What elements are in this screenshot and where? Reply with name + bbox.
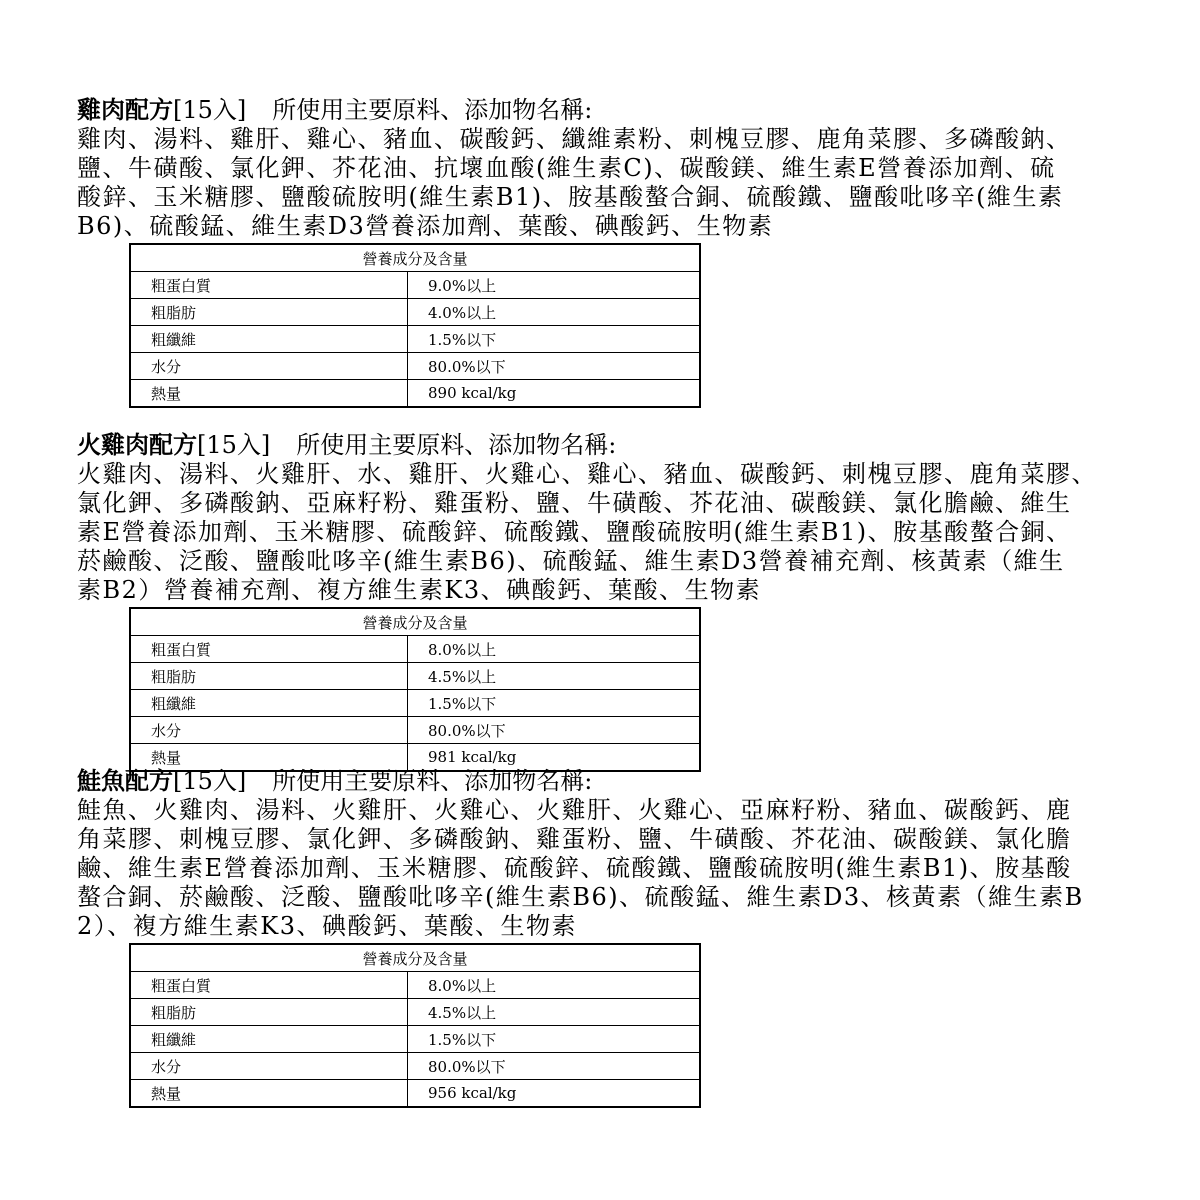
ingredients-line: 素E營養添加劑、玉米糖膠、硫酸鋅、硫酸鐵、鹽酸硫胺明(維生素B1)、胺基酸螯合銅、 (77, 518, 1072, 546)
recipe-section (77, 766, 1127, 1108)
recipe-name: 火雞肉配方 (77, 430, 197, 459)
nutrient-value: 80.0%以下 (408, 1053, 701, 1080)
ingredients-label: 所使用主要原料、添加物名稱: (272, 96, 593, 124)
recipe-heading (77, 766, 1127, 796)
nutrient-name: 熱量 (130, 380, 408, 408)
recipe-section (77, 430, 1127, 772)
ingredients-text (77, 460, 1127, 605)
recipe-name: 鮭魚配方 (77, 766, 173, 795)
nutrition-row (130, 1080, 700, 1108)
nutrition-row (130, 326, 700, 353)
nutrient-name: 粗蛋白質 (130, 972, 408, 999)
ingredients-line: 2）、複方維生素K3、碘酸鈣、葉酸、生物素 (77, 912, 577, 940)
ingredients-line: 氯化鉀、多磷酸鈉、亞麻籽粉、雞蛋粉、鹽、牛磺酸、芥花油、碳酸鎂、氯化膽鹼、維生 (77, 489, 1072, 517)
nutrition-row (130, 380, 700, 408)
nutrition-row (130, 690, 700, 717)
nutrient-name: 熱量 (130, 744, 408, 772)
ingredients-line: 螯合銅、菸鹼酸、泛酸、鹽酸吡哆辛(維生素B6)、硫酸錳、維生素D3、核黃素（維生素B (77, 883, 1084, 911)
nutrient-name: 粗蛋白質 (130, 636, 408, 663)
ingredients-line: 鮭魚、火雞肉、湯料、火雞肝、火雞心、火雞肝、火雞心、亞麻籽粉、豬血、碳酸鈣、鹿 (77, 796, 1072, 824)
nutrition-row (130, 353, 700, 380)
nutrient-value: 4.5%以上 (408, 999, 701, 1026)
nutrient-value: 1.5%以下 (408, 1026, 701, 1053)
nutrition-table-header: 營養成分及含量 (130, 944, 700, 972)
ingredients-line: 菸鹼酸、泛酸、鹽酸吡哆辛(維生素B6)、硫酸錳、維生素D3營養補充劑、核黃素（維生 (77, 547, 1065, 575)
nutrition-table-header-row (130, 944, 700, 972)
ingredients-line: 角菜膠、刺槐豆膠、氯化鉀、多磷酸鈉、雞蛋粉、鹽、牛磺酸、芥花油、碳酸鎂、氯化膽 (77, 825, 1072, 853)
recipe-count: [15入] (173, 96, 247, 124)
nutrient-value: 4.5%以上 (408, 663, 701, 690)
nutrition-table-header-row (130, 244, 700, 272)
nutrient-name: 粗脂肪 (130, 663, 408, 690)
recipe-name: 雞肉配方 (77, 95, 173, 124)
nutrient-value: 80.0%以下 (408, 717, 701, 744)
nutrition-row (130, 999, 700, 1026)
nutrition-row (130, 272, 700, 299)
nutrition-table-header: 營養成分及含量 (130, 608, 700, 636)
ingredients-text (77, 796, 1127, 941)
ingredients-line: B6)、硫酸錳、維生素D3營養添加劑、葉酸、碘酸鈣、生物素 (77, 212, 774, 240)
nutrient-name: 水分 (130, 1053, 408, 1080)
nutrient-value: 9.0%以上 (408, 272, 701, 299)
ingredients-line: 素B2）營養補充劑、複方維生素K3、碘酸鈣、葉酸、生物素 (77, 576, 762, 604)
nutrition-row (130, 299, 700, 326)
nutrient-value: 8.0%以上 (408, 636, 701, 663)
nutrient-value: 4.0%以上 (408, 299, 701, 326)
ingredients-line: 火雞肉、湯料、火雞肝、水、雞肝、火雞心、雞心、豬血、碳酸鈣、刺槐豆膠、鹿角菜膠、 (77, 460, 1097, 488)
nutrition-table-header-row (130, 608, 700, 636)
ingredients-text (77, 125, 1127, 241)
nutrient-name: 水分 (130, 353, 408, 380)
nutrition-row (130, 663, 700, 690)
nutrition-row (130, 1026, 700, 1053)
nutrient-value: 981 kcal/kg (408, 744, 701, 772)
nutrient-value: 1.5%以下 (408, 326, 701, 353)
recipe-heading (77, 95, 1127, 125)
nutrient-name: 粗纖維 (130, 690, 408, 717)
nutrition-table (129, 243, 701, 408)
nutrient-name: 水分 (130, 717, 408, 744)
recipe-section (77, 95, 1127, 408)
nutrient-name: 熱量 (130, 1080, 408, 1108)
nutrient-value: 8.0%以上 (408, 972, 701, 999)
nutrition-table (129, 943, 701, 1108)
ingredients-label: 所使用主要原料、添加物名稱: (296, 431, 617, 459)
nutrition-row (130, 636, 700, 663)
nutrient-name: 粗脂肪 (130, 299, 408, 326)
nutrient-name: 粗纖維 (130, 326, 408, 353)
ingredients-label: 所使用主要原料、添加物名稱: (272, 767, 593, 795)
nutrient-name: 粗脂肪 (130, 999, 408, 1026)
nutrient-value: 890 kcal/kg (408, 380, 701, 408)
nutrition-table (129, 607, 701, 772)
ingredients-line: 酸鋅、玉米糖膠、鹽酸硫胺明(維生素B1)、胺基酸螯合銅、硫酸鐵、鹽酸吡哆辛(維生素 (77, 183, 1064, 211)
ingredients-line: 雞肉、湯料、雞肝、雞心、豬血、碳酸鈣、纖維素粉、刺槐豆膠、鹿角菜膠、多磷酸鈉、 (77, 125, 1072, 153)
nutrient-name: 粗纖維 (130, 1026, 408, 1053)
nutrition-row (130, 1053, 700, 1080)
nutrient-value: 80.0%以下 (408, 353, 701, 380)
recipe-count: [15入] (197, 431, 271, 459)
ingredients-line: 鹼、維生素E營養添加劑、玉米糖膠、硫酸鋅、硫酸鐵、鹽酸硫胺明(維生素B1)、胺基酸 (77, 854, 1072, 882)
recipe-count: [15入] (173, 767, 247, 795)
nutrition-row (130, 972, 700, 999)
nutrition-table-header: 營養成分及含量 (130, 244, 700, 272)
nutrient-value: 1.5%以下 (408, 690, 701, 717)
nutrient-value: 956 kcal/kg (408, 1080, 701, 1108)
nutrient-name: 粗蛋白質 (130, 272, 408, 299)
recipe-heading (77, 430, 1127, 460)
ingredients-line: 鹽、牛磺酸、氯化鉀、芥花油、抗壞血酸(維生素C)、碳酸鎂、維生素E營養添加劑、硫 (77, 154, 1056, 182)
nutrition-row (130, 717, 700, 744)
